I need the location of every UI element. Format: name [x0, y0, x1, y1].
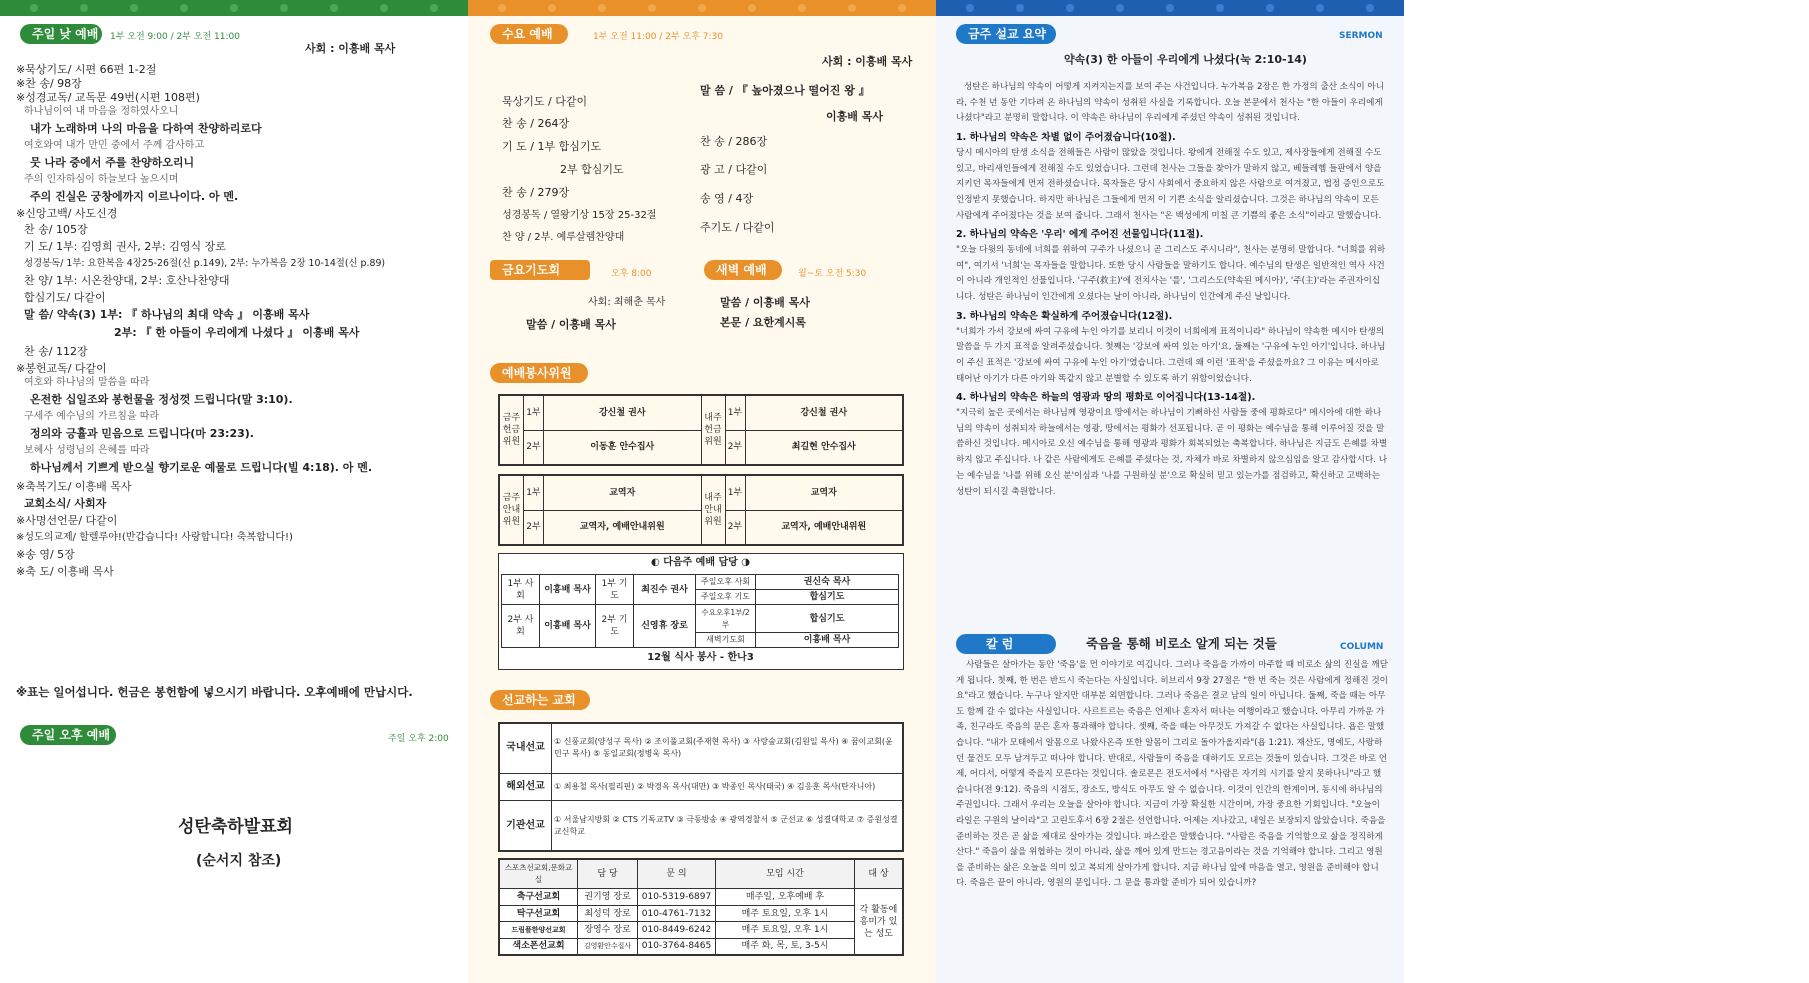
wednesday-presider: 사회 : 이흥배 목사	[822, 55, 913, 68]
offering-label: 금주 헌금 위원	[500, 396, 524, 465]
part-label: 2부	[725, 430, 745, 465]
order-line: ※성도의교제/ 할렐루야!(반갑습니다! 사랑합니다! 축복합니다!)	[16, 532, 293, 543]
cell: 매주일, 오후예배 후	[716, 889, 855, 905]
order-line: ※묵상기도/ 시편 66편 1-2절	[16, 63, 157, 76]
dawn-worship-tag: 새벽 예배	[704, 260, 782, 280]
sermon-point-title: 2. 하나님의 약속은 '우리' 에게 주어진 선물입니다(11절).	[956, 229, 1204, 241]
next-role: 수요오후1부/2부	[696, 605, 756, 632]
cell: 탁구선교회	[500, 905, 578, 921]
pm-sub-title: (순서지 참조)	[196, 853, 282, 869]
order-line: ※찬 송/ 98장	[16, 77, 82, 90]
table-row	[500, 889, 903, 905]
dawn-text: 본문 / 요한계시록	[720, 316, 807, 329]
order-line: ※신앙고백/ 사도신경	[16, 207, 118, 220]
mission-category: 국내선교	[500, 724, 552, 774]
sunday-worship-panel	[0, 0, 468, 983]
cell: 드림플한양선교회	[500, 922, 578, 938]
column-header: 스포츠선교회,문화교실	[500, 860, 578, 889]
offering-line: 정의와 긍휼과 믿음으로 드립니다(마 23:23).	[30, 427, 254, 440]
sermon-headline: 약속(3) 한 아들이 우리에게 나셨다(눅 2:10-14)	[1064, 53, 1307, 66]
sermon-point-text: "오늘 다윗의 동네에 너희를 위하여 구주가 나셨으니 곧 그리스도 주시니라", 천사는 분명히 말합니다. "너희를 위하여", 여기서 '너희'는 목자들을 말합니다. 또한 당시 사람들을 말하기도 합니다. 예수님의 탄생은 일반적인 역사 사건이 아니라 개인적인 선물입니다. '구주(救主)'에 전치사는 '를', '그리스도(약속된 메시아)', '주(主)'라는 주권자이십니다. 성탄은 하나님이 인간에게 오셨다는 날이 아니라, 하나님이 인간에게 주신 날입니다.	[956, 245, 1386, 303]
sermon-point-title: 3. 하나님의 약속은 확실하게 주어졌습니다(12절).	[956, 310, 1173, 322]
mission-list: ① 서울남지방회 ② CTS 기독교TV ③ 극동방송 ④ 광역경찰서 ⑤ 군선교 ⑥ 성결대학교 ⑦ 증원성결교신학교	[552, 801, 903, 851]
presider: 사회 : 이흥배 목사	[305, 42, 396, 55]
column-header: 대 상	[855, 860, 903, 889]
column-header: 문 의	[638, 860, 716, 889]
column-header: 담 당	[578, 860, 638, 889]
cell: 장영수 장로	[578, 922, 638, 938]
friday-prayer-tag: 금요기도회	[490, 260, 590, 280]
order-line: 찬 송/ 105장	[24, 223, 88, 236]
next-offering-member: 최길현 안수집사	[745, 430, 903, 465]
table-row	[500, 938, 903, 954]
wed-preacher: 이흥배 목사	[826, 110, 883, 123]
order-line: ※축 도/ 이흥배 목사	[16, 565, 114, 578]
sermon-line: 말 씀/ 약속(3) 1부: 『 하나님의 최대 약속 』 이흥배 목사	[24, 308, 310, 321]
order-line: 기 도/ 1부: 김영희 권사, 2부: 김영식 장로	[24, 240, 226, 253]
next-role: 2부 기도	[596, 605, 634, 648]
sunday-worship-time: 1부 오전 9:00 / 2부 오전 11:00	[110, 32, 240, 42]
guide-member: 교역자	[544, 476, 702, 511]
top-color-bar	[468, 0, 936, 16]
next-role: 주일오후 기도	[696, 590, 756, 605]
committee-tag: 예배봉사위원	[490, 363, 588, 383]
reading-line: 하나님이여 내 마음을 정하였사오니	[24, 106, 179, 117]
wed-order: 찬 송 / 286장	[700, 135, 768, 148]
offering-line: 온전한 십일조와 봉헌물을 정성껏 드립니다(말 3:10).	[30, 393, 293, 406]
guide-committee-box	[498, 474, 904, 546]
wednesday-worship-tag: 수요 예배	[490, 24, 568, 44]
part-label: 2부	[524, 430, 544, 465]
friday-presider: 사회: 최해춘 목사	[588, 297, 666, 308]
guide-label: 금주 안내 위원	[500, 476, 524, 545]
dawn-time: 월~토 오전 5:30	[798, 269, 867, 279]
next-week-box	[498, 553, 904, 670]
cell: 010-5319-6897	[638, 889, 716, 905]
offering-member: 이동훈 안수집사	[544, 430, 702, 465]
order-line: ※송 영/ 5장	[16, 548, 75, 561]
wed-order: 찬 송 / 279장	[502, 186, 570, 199]
next-guide-member: 교역자	[745, 476, 903, 511]
next-role: 새벽기도회	[696, 632, 756, 647]
notice-text: ※표는 일어섭니다. 헌금은 봉헌함에 넣으시기 바랍니다. 오후예배에 만납시다.	[16, 685, 413, 699]
column-headline: 죽음을 통해 비로소 알게 되는 것들	[1086, 636, 1277, 651]
offering-line: 구세주 예수님의 가르침을 따라	[24, 411, 160, 422]
order-line: 합심기도/ 다같이	[24, 291, 106, 304]
next-role: 2부 사회	[502, 605, 540, 648]
next-person: 신영휴 장로	[634, 605, 696, 648]
table-row	[500, 922, 903, 938]
order-line: ※축복기도/ 이흥배 목사	[16, 480, 132, 493]
next-role: 1부 기도	[596, 575, 634, 605]
wed-order: 찬 양 / 2부. 예루살렘찬양대	[502, 232, 625, 243]
wed-order: 주기도 / 다같이	[700, 221, 775, 234]
sermon-point-text: "너희가 가서 강보에 싸여 구유에 누인 아기를 보리니 이것이 너희에게 표적이니라" 하나님이 약속한 메시아 탄생의 말씀을 두 가지 표적을 알려주셨습니다. 첫째는 '강보에 싸여 있는 아기'요, 둘째는 '구유에 누인 아기'입니다. 하나님이 주신 표적은 '강보에 싸여 구유에 누인 아기'였습니다. 그런데 왜 이런 '표적'을 주셨을까요? 그 이유는 메시아로 태어난 아기가 다른 아기와 똑같지 않고 분별할 수 있도록 하기 위함이었습니다.	[956, 326, 1386, 384]
top-color-bar	[0, 0, 468, 16]
column-en-label: COLUMN	[1340, 642, 1384, 652]
part-label: 1부	[524, 476, 544, 511]
wed-order: 성경봉독 / 열왕기상 15장 25-32절	[502, 210, 657, 221]
sermon-column-panel	[936, 0, 1404, 983]
pm-main-title: 성탄축하발표회	[178, 817, 293, 837]
order-line: ※봉헌교독/ 다같이	[16, 362, 107, 375]
wed-order: 송 영 / 4장	[700, 192, 754, 205]
table-row	[500, 905, 903, 921]
sermon-point-text: "지극히 높은 곳에서는 하나님께 영광이요 땅에서는 하나님이 기뻐하신 사람들 중에 평화로다" 메시아에 대한 하나님의 약속이 성취되자 하늘에서는 영광, 땅에서는 평화가 선포됩니다. 곧 이 평화는 예수님을 통해 이루어질 것을 말씀하신 것입니다. 메시아로 오신 예수님을 통해 영광과 평화가 회복되었는 축복합니다. 하나님은 지금도 은혜를 차별하지 않고 주십니다. 나 같은 사람에게도 은혜를 주셨다는 것, 자체가 바로 차별하지 않으심임을 알고 감사합시다. 나는 예수님을 '나를 위해 오신 분'이심과 '나를 구원하실 분'으로 확실히 믿고 있는가를 점검하고, 확신하고 고백하는 성탄이 되시길 축원합니다.	[956, 408, 1388, 497]
offering-line: 하나님께서 기쁘게 받으실 향기로운 예물로 드립니다(빌 4:18). 아 멘.	[30, 461, 373, 474]
next-role: 1부 사회	[502, 575, 540, 605]
sunday-pm-tag: 주일 오후 예배	[20, 725, 116, 745]
next-guide-label: 내주 안내 위원	[701, 476, 725, 545]
part-label: 2부	[524, 510, 544, 545]
wed-order: 묵상기도 / 다같이	[502, 95, 588, 108]
next-person: 합심기도	[756, 605, 899, 632]
mission-list: ① 신풍교회(양성구 목사) ② 조이풀교회(주재현 목사) ③ 사랑숲교회(김원일 목사) ④ 꿈이교회(윤민구 목사) ⑤ 동일교회(정병욱 목사)	[552, 724, 903, 774]
next-person: 이흥배 목사	[540, 605, 596, 648]
target-cell: 각 활동에 흥미가 있는 성도	[855, 889, 903, 955]
mission-category: 해외선교	[500, 773, 552, 801]
next-person: 이흥배 목사	[540, 575, 596, 605]
order-line: 찬 송/ 112장	[24, 345, 88, 358]
sermon-en-label: SERMON	[1339, 31, 1383, 41]
cell: 매주 토요일, 오후 1시	[716, 922, 855, 938]
top-color-bar	[936, 0, 1404, 16]
column-header: 모임 시간	[716, 860, 855, 889]
offering-line: 보혜사 성령님의 은혜를 따라	[24, 445, 150, 456]
mission-box	[498, 722, 904, 852]
part-label: 2부	[725, 510, 745, 545]
cell: 색소폰선교회	[500, 938, 578, 954]
wed-order: 기 도 / 1부 합심기도	[502, 140, 602, 153]
sermon-intro: 성탄은 하나님의 약속이 어떻게 지켜지는지를 보여 주는 사건입니다. 누가복음 2장은 한 가정의 출산 소식이 아니라, 수천 년 동안 기다려 온 하나님의 약속이 성취된 사실을 기록합니다. 오늘 본문에서 천사는 "한 아들이 우리에게 나셨다"라고 분명히 말합니다. 이 약속은 하나님이 우리에게 주셨던 약속이 성취된 것입니다.	[956, 82, 1385, 124]
next-person: 최진수 권사	[634, 575, 696, 605]
mission-list: ① 최용철 목사(필리핀) ② 박경옥 목사(대만) ③ 박종인 목사(태국) ④ 김응훈 목사(탄자니아)	[552, 773, 903, 801]
cell: 010-4761-7132	[638, 905, 716, 921]
wed-order: 찬 송 / 264장	[502, 117, 570, 130]
cell: 매주 토요일, 오후 1시	[716, 905, 855, 921]
next-week-title: ◐ 다음주 예배 담당 ◑	[651, 557, 750, 568]
order-line: ※성경교독/ 교독문 49번(시편 108편)	[16, 91, 200, 104]
dawn-sermon: 말씀 / 이흥배 목사	[720, 296, 810, 309]
cell: 권기영 장로	[578, 889, 638, 905]
next-role: 주일오후 사회	[696, 575, 756, 590]
column-tag: 칼 럼	[956, 634, 1056, 654]
cell: 매주 화, 목, 토, 3-5시	[716, 938, 855, 954]
sunday-worship-tag: 주일 낮 예배	[20, 24, 102, 44]
next-person: 이흥배 목사	[756, 632, 899, 647]
sermon-line: 2부: 『 한 아들이 우리에게 나셨다 』 이흥배 목사	[114, 326, 360, 339]
next-guide-member: 교역자, 예배안내위원	[745, 510, 903, 545]
next-offering-label: 내주 헌금 위원	[701, 396, 725, 465]
cell: 최성덕 장로	[578, 905, 638, 921]
friday-time: 오후 8:00	[611, 269, 652, 279]
part-label: 1부	[725, 396, 745, 431]
next-person: 합심기도	[756, 590, 899, 605]
sermon-summary-tag: 금주 설교 요약	[956, 24, 1056, 44]
sermon-point-title: 1. 하나님의 약속은 차별 없이 주어졌습니다(10절).	[956, 132, 1176, 144]
cell: 010-3764-8465	[638, 938, 716, 954]
guide-member: 교역자, 예배안내위원	[544, 510, 702, 545]
mission-tag: 선교하는 교회	[490, 690, 590, 710]
lunch-service: 12월 식사 봉사 - 한나3	[647, 652, 754, 663]
cell: 010-8449-6242	[638, 922, 716, 938]
wed-sermon: 말 씀 / 『 높아졌으나 떨어진 왕 』	[700, 84, 870, 97]
weekday-worship-panel	[468, 0, 936, 983]
next-person: 권신숙 목사	[756, 575, 899, 590]
sermon-point-text: 당시 메시아의 탄생 소식을 전해들은 사람이 많았을 것입니다. 왕에게 전해질 수도 있고, 제사장들에게 전해질 수도 있고, 바리새인들에게 전해질 수도 있었습니다. 그런데 천사는 그들을 찾아가 말하지 않고, 베들레헴 들판에서 양을 지키던 목자들에게 먼저 전하셨습니다. 목자들은 당시 사회에서 중요하지 않은 사람으로 여겨졌고, 법정 증인으로도 인정받지 못했습니다. 하지만 하나님은 그들에게 먼저 이 기쁜 소식을 알리셨습니다. 그것은 하나님의 약속이 모든 사람에게 주어졌다는 것을 보여 줍니다. 그래서 천사는 "온 백성에게 미칠 큰 기쁨의 좋은 소식"이라고 말했습니다.	[956, 147, 1385, 221]
reading-line: 뭇 나라 중에서 주를 찬양하오리니	[30, 156, 195, 169]
cell: 김영환안수집사	[578, 938, 638, 954]
wed-order: 2부 합심기도	[560, 163, 624, 176]
reading-line: 주의 인자하심이 하늘보다 높으시며	[24, 174, 179, 185]
friday-sermon: 말씀 / 이흥배 목사	[526, 318, 616, 331]
sports-mission-box	[498, 858, 904, 956]
order-line: 성경봉독/ 1부: 요한복음 4장25-26절(신 p.149), 2부: 누가복음 2장 10-14절(신 p.89)	[24, 258, 386, 269]
reading-line: 내가 노래하며 나의 마음을 다하여 찬양하리로다	[30, 122, 262, 135]
wed-order: 광 고 / 다같이	[700, 163, 768, 176]
order-line: ※사명선언문/ 다같이	[16, 514, 118, 527]
order-line: 찬 양/ 1부: 시온찬양대, 2부: 호산나찬양대	[24, 274, 230, 287]
sunday-pm-time: 주일 오후 2:00	[388, 734, 449, 744]
order-list	[16, 63, 456, 580]
cell: 축구선교회	[500, 889, 578, 905]
sermon-point-title: 4. 하나님의 약속은 하늘의 영광과 땅의 평화로 이어집니다(13-14절).	[956, 392, 1256, 404]
mission-category: 기관선교	[500, 801, 552, 851]
offering-committee-box	[498, 394, 904, 466]
column-body: 사람들은 살아가는 동안 '죽음'을 먼 이야기로 여깁니다. 그러나 죽음을 가까이 마주할 때 비로소 삶의 진실을 깨닫게 됩니다. 첫째, 한 번은 반드시 죽는다는 사실입니다. 히브리서 9장 27절은 "한 번 죽는 것은 사람에게 정해진 것이요"라고 했습니다. 누구나 알지만 대부분 외면합니다. 그러나 죽음은 결코 남의 일이 아닙니다. 둘째, 죽을 때는 아무도 함께 갈 수 없다는 사실입니다. 사르트르는 죽음은 언제나 혼자서 떠나는 여행이라고 했습니다. 아무리 가까운 가족, 친구라도 죽음의 문은 혼자 통과해야 합니다. 셋째, 죽을 때는 아무것도 가져갈 수 없다는 사실입니다. 욥은 말했습니다. "내가 모태에서 알몸으로 나왔사온즉 또한 알몸이 그리로 돌아가올지라"(욥 1:21). 재산도, 명예도, 사랑하던 물건도 모두 남겨두고 떠나야 합니다. 반대로, 사람들이 죽음을 대하기도 모르는 것들이 있습니다. 그것은 바로 언제, 어디서, 어떻게 죽을지 모른다는 것입니다. 솔로몬은 전도서에서 "사람은 자기의 시기를 알지 못하나니"라고 했습니다(전 9:12). 죽음의 시점도, 장소도, 방식도 아무도 알 수 없습니다. 이것이 인간의 한계이며, 동시에 하나님의 주권입니다. 그래서 우리는 오늘을 살아야 합니다. 지금이 가장 확실한 시간이며, 가장 중요한 기회입니다. "오늘이라일은 구원의 날이라"고 고린도후서 6장 2절은 선언합니다. 어제는 지나갔고, 내일은 보장되지 않았습니다. 죽음을 준비하는 것은 곧 삶을 제대로 살아가는 것입니다. 파스칼은 말했습니다. "사람은 죽음을 기억함으로 삶을 정직하게 산다." 죽음이 삶을 위협하는 것이 아니라, 삶을 깨어 있게 만드는 경고음이라는 것을 기억해야 합니다. 그리고 영원을 준비하는 삶은 오늘을 의미 있고 복되게 살아가게 합니다. 지금 하나님 앞에 마음을 열고, 영원을 준비해야 합니다. 죽음은 끝이 아니라, 영원의 문입니다. 그 문을 통과할 준비가 되어 있습니까?	[956, 660, 1388, 889]
wednesday-time: 1부 오전 11:00 / 2부 오후 7:30	[593, 32, 723, 42]
offering-line: 여호와 하나님의 말씀을 따라	[24, 377, 150, 388]
reading-line: 여호와여 내가 만민 중에서 주께 감사하고	[24, 140, 205, 151]
order-line: 교회소식/ 사회자	[24, 497, 107, 510]
part-label: 1부	[725, 476, 745, 511]
sermon-body	[956, 80, 1388, 600]
offering-member: 강신철 권사	[544, 396, 702, 431]
reading-line: 주의 진실은 궁창에까지 이르나이다. 아 멘.	[30, 190, 239, 203]
part-label: 1부	[524, 396, 544, 431]
next-offering-member: 강신철 권사	[745, 396, 903, 431]
